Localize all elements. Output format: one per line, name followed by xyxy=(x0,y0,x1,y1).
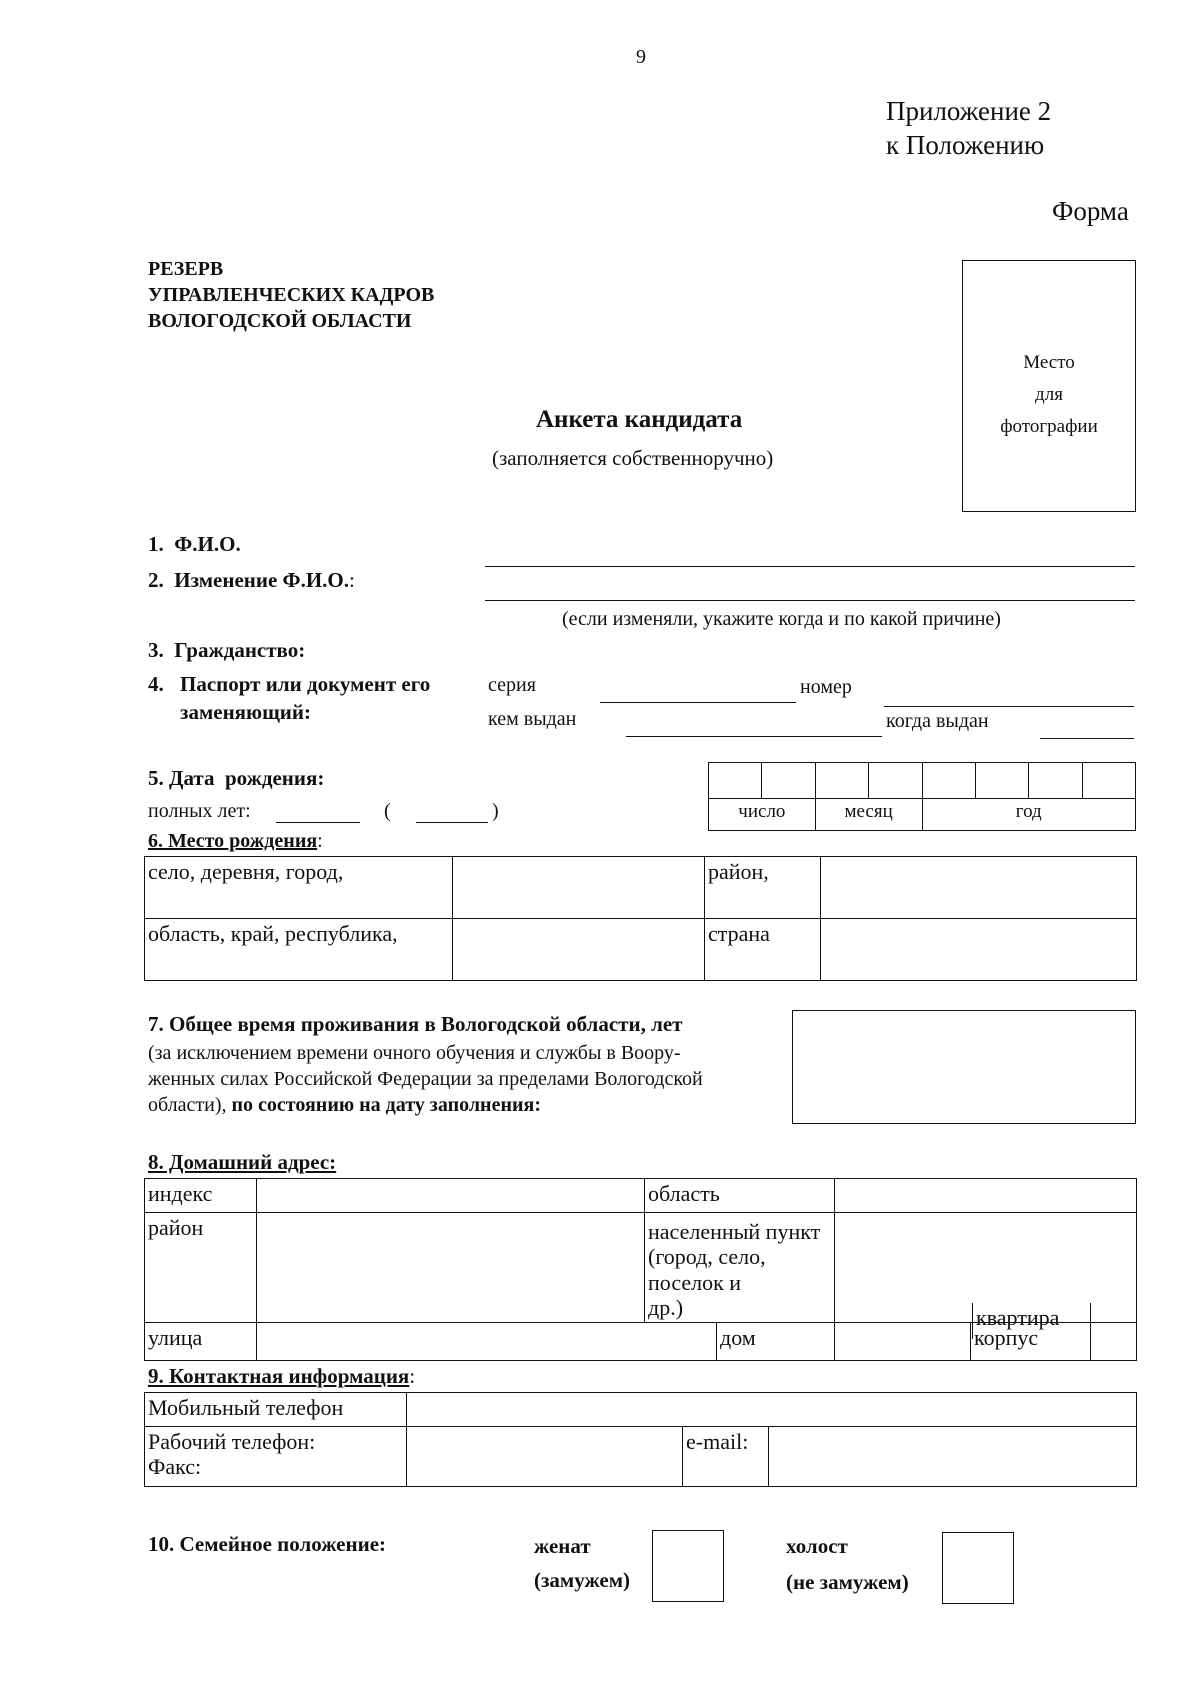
residence-note-3b: по состоянию на дату заполнения: xyxy=(231,1094,541,1116)
fio-change-input-line[interactable] xyxy=(485,600,1135,601)
appendix-line-1: Приложение 2 xyxy=(886,96,1052,126)
married-label-2: (замужем) xyxy=(534,1568,631,1592)
form-subtitle: (заполняется собственноручно) xyxy=(492,446,774,470)
birthplace-district-label: район, xyxy=(705,857,821,919)
address-apartment-input[interactable] xyxy=(1090,1303,1136,1339)
fio-input-line[interactable] xyxy=(485,566,1135,567)
birthplace-country-label: страна xyxy=(705,919,821,981)
address-apartment-label: квартира xyxy=(972,1303,1092,1339)
address-locality-label-2: (город, село, поселок и xyxy=(648,1244,766,1295)
full-years-input[interactable] xyxy=(276,822,360,823)
single-label-1: холост xyxy=(786,1534,848,1558)
passport-issued-when-input[interactable] xyxy=(1040,738,1134,739)
birthplace-country-input[interactable] xyxy=(821,919,1137,981)
form-title: Анкета кандидата xyxy=(536,406,743,433)
married-checkbox[interactable] xyxy=(652,1530,724,1602)
month-digit-1[interactable] xyxy=(815,763,868,799)
birth-date-grid xyxy=(708,762,1136,831)
fio-change-colon: : xyxy=(349,568,355,592)
work-phone-input[interactable] xyxy=(407,1427,683,1487)
day-digit-1[interactable] xyxy=(709,763,762,799)
form-label: Форма xyxy=(1052,196,1129,226)
day-digit-2[interactable] xyxy=(762,763,815,799)
address-street-label: улица xyxy=(145,1323,257,1361)
single-label-2: (не замужем) xyxy=(786,1570,909,1594)
month-digit-2[interactable] xyxy=(869,763,922,799)
residence-note-2: женных силах Российской Федерации за пределами Вологодской xyxy=(148,1068,703,1090)
passport-label-2: заменяющий: xyxy=(180,700,311,724)
marital-label: 10. Семейное положение: xyxy=(148,1532,387,1556)
birthplace-table xyxy=(144,856,1137,981)
single-checkbox[interactable] xyxy=(942,1532,1014,1604)
address-house-input[interactable] xyxy=(835,1323,971,1361)
birthplace-colon: : xyxy=(317,830,323,852)
passport-issued-by-input[interactable] xyxy=(626,736,882,737)
address-region-label: область xyxy=(645,1179,835,1213)
address-label: 8. Домашний адрес: xyxy=(148,1150,337,1174)
address-index-input[interactable] xyxy=(257,1179,645,1213)
paren-close: ) xyxy=(492,800,499,822)
residence-title: 7. Общее время проживания в Вологодской области, лет xyxy=(148,1012,683,1036)
org-line-2: УПРАВЛЕНЧЕСКИХ КАДРОВ xyxy=(148,284,435,306)
contacts-label: 9. Контактная информация xyxy=(148,1364,410,1388)
photo-label-3: фотографии xyxy=(1000,416,1098,437)
email-input[interactable] xyxy=(769,1427,1137,1487)
contacts-table xyxy=(144,1392,1137,1487)
appendix-line-2: к Положению xyxy=(886,130,1045,160)
year-digit-1[interactable] xyxy=(922,763,975,799)
passport-series-label: серия xyxy=(488,674,536,696)
address-building-label: корпус xyxy=(971,1323,1091,1361)
residence-note-3a: области), xyxy=(148,1094,232,1116)
contacts-colon: : xyxy=(409,1364,416,1388)
address-region-input[interactable] xyxy=(835,1179,1137,1213)
birthplace-region-label: область, край, республика, xyxy=(145,919,453,981)
passport-number-field-label: номер xyxy=(800,676,852,698)
birth-date-label: 5. Дата рождения: xyxy=(148,766,325,790)
address-district-input[interactable] xyxy=(257,1213,645,1323)
email-label: e-mail: xyxy=(683,1427,769,1487)
fio-change-label: 2. Изменение Ф.И.О. xyxy=(148,568,349,592)
page-number: 9 xyxy=(636,46,646,68)
year-digit-4[interactable] xyxy=(1082,763,1135,799)
date-day-caption: число xyxy=(709,799,816,831)
birthplace-region-input[interactable] xyxy=(453,919,705,981)
citizenship-label: 3. Гражданство: xyxy=(148,638,306,662)
photo-label-1: Место xyxy=(1023,352,1075,373)
birthplace-district-input[interactable] xyxy=(821,857,1137,919)
year-digit-3[interactable] xyxy=(1029,763,1082,799)
work-phone-label: Рабочий телефон: xyxy=(148,1429,316,1454)
fio-change-hint: (если изменяли, укажите когда и по какой причине) xyxy=(562,608,1001,630)
fax-label: Факс: xyxy=(148,1454,202,1480)
birthplace-label: 6. Место рождения xyxy=(148,830,318,852)
address-locality-label-1: населенный пункт xyxy=(648,1219,821,1244)
date-year-caption: год xyxy=(922,799,1136,831)
date-month-caption: месяц xyxy=(815,799,922,831)
passport-label-1: Паспорт или документ его xyxy=(180,672,431,696)
org-line-3: ВОЛОГОДСКОЙ ОБЛАСТИ xyxy=(148,310,412,332)
address-district-label: район xyxy=(145,1213,257,1323)
paren-open: ( xyxy=(384,800,391,822)
mobile-phone-input[interactable] xyxy=(407,1393,1137,1427)
passport-number-label: 4. xyxy=(148,672,164,696)
married-label-1: женат xyxy=(534,1534,591,1558)
year-digit-2[interactable] xyxy=(975,763,1028,799)
photo-label-2: для xyxy=(1035,384,1063,405)
address-house-label: дом xyxy=(717,1323,835,1361)
residence-note-1: (за исключением времени очного обучения и службы в Воору- xyxy=(148,1042,681,1064)
photo-placeholder[interactable] xyxy=(962,260,1136,512)
birthplace-village-label: село, деревня, город, xyxy=(145,857,453,919)
passport-series-input[interactable] xyxy=(600,702,796,703)
full-years-words-input[interactable] xyxy=(416,822,488,823)
passport-issued-by-label: кем выдан xyxy=(488,708,577,730)
address-locality-label-3: др.) xyxy=(648,1294,684,1320)
passport-number-input[interactable] xyxy=(884,706,1134,707)
address-street-input[interactable] xyxy=(257,1323,717,1361)
residence-years-input[interactable] xyxy=(792,1010,1136,1124)
address-index-label: индекс xyxy=(145,1179,257,1213)
passport-issued-when-label: когда выдан xyxy=(886,710,989,732)
fio-label: 1. Ф.И.О. xyxy=(148,532,241,556)
org-line-1: РЕЗЕРВ xyxy=(148,258,224,280)
birthplace-village-input[interactable] xyxy=(453,857,705,919)
full-years-label: полных лет: xyxy=(148,800,251,822)
mobile-phone-label: Мобильный телефон xyxy=(145,1393,407,1427)
